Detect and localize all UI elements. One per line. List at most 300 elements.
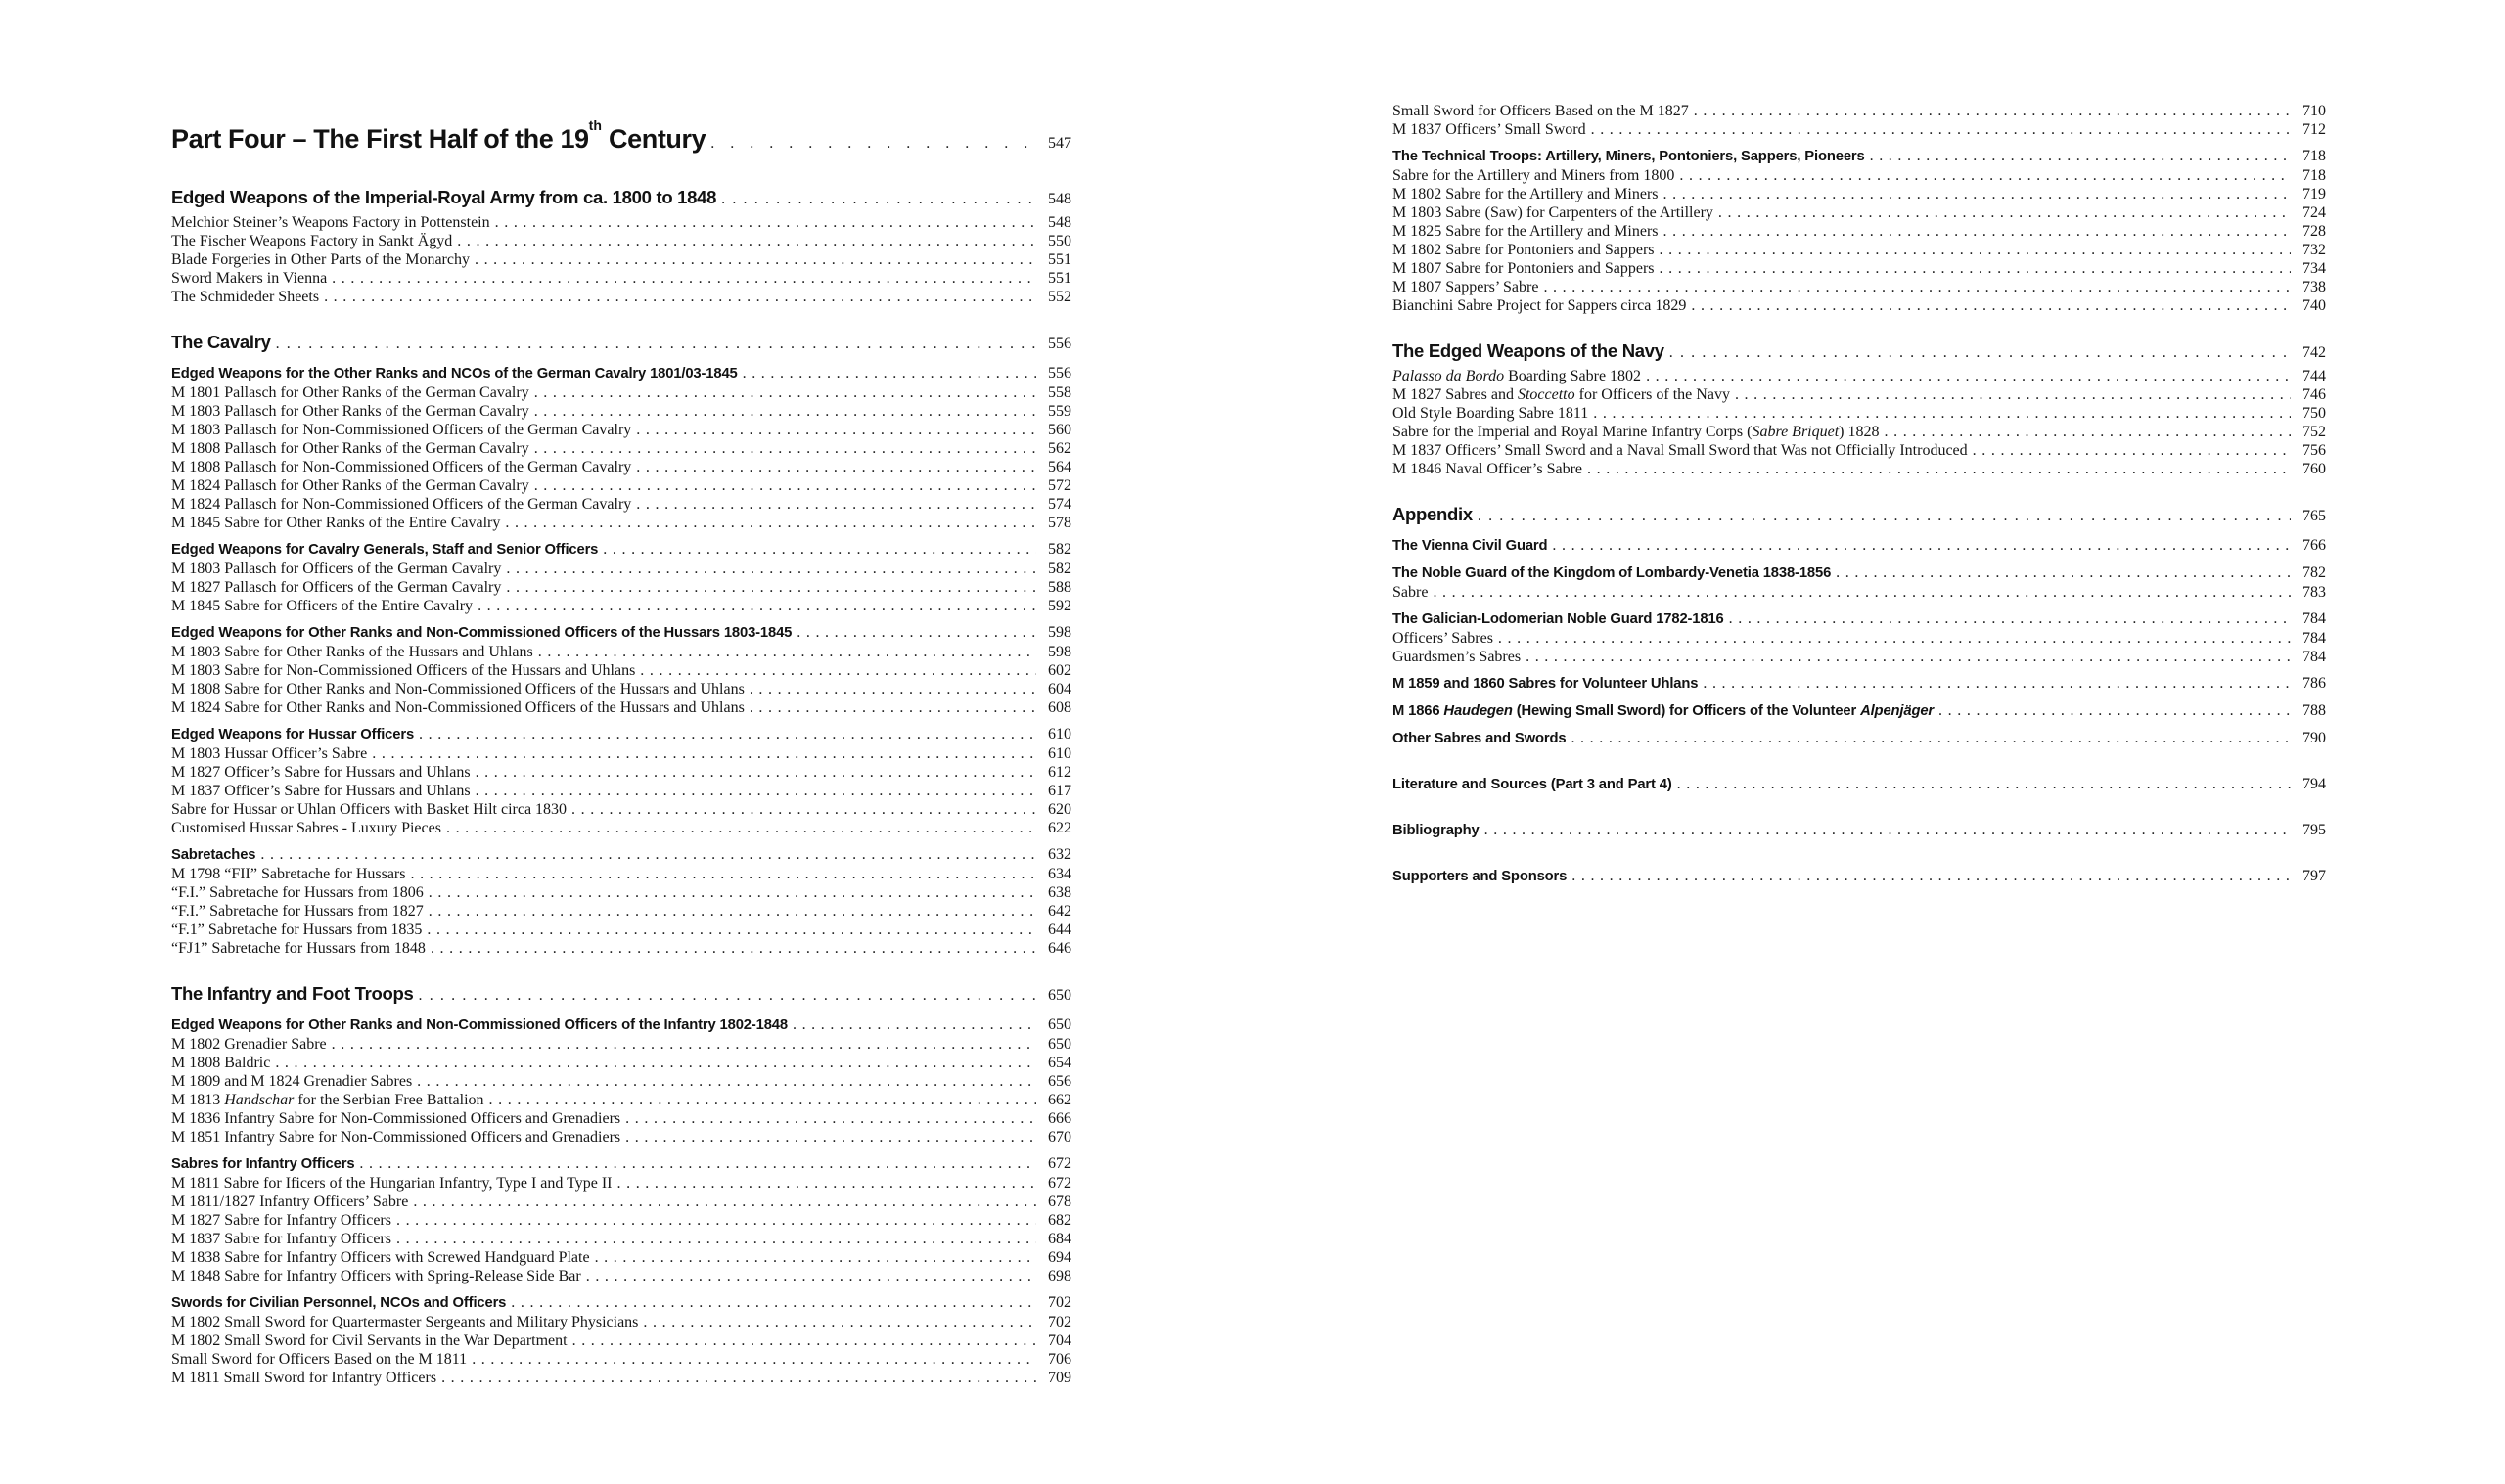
toc-entry-label: M 1803 Sabre for Non-Commissioned Officers of the Hussars and Uhlans <box>171 662 636 679</box>
dot-leader <box>635 661 1036 680</box>
page-number: 556 <box>1048 365 1071 382</box>
dot-leader <box>1567 867 2291 885</box>
toc-row-entry <box>171 1248 1071 1267</box>
toc-entry-label: M 1802 Sabre for the Artillery and Miners <box>1392 186 1659 202</box>
toc-entry-label: The Noble Guard of the Kingdom of Lombardy-Venetia 1838-1856 <box>1392 565 1832 581</box>
dot-leader <box>490 213 1036 232</box>
page-number: 632 <box>1048 846 1071 863</box>
toc-entry-label: Bibliography <box>1392 823 1480 838</box>
dot-leader <box>1713 203 2291 222</box>
dot-leader <box>271 332 1036 356</box>
page-number: 604 <box>1048 681 1071 697</box>
toc-entry-label: M 1802 Sabre for Pontoniers and Sappers <box>1392 242 1655 258</box>
dot-leader <box>533 643 1036 661</box>
toc-row-entry <box>171 1054 1071 1072</box>
dot-leader <box>1659 185 2292 203</box>
dot-leader <box>255 845 1036 864</box>
page-number: 598 <box>1048 624 1071 641</box>
toc-row-entry <box>171 744 1071 763</box>
toc-row-entry <box>171 661 1071 680</box>
toc-entry-label: M 1825 Sabre for the Artillery and Miners <box>1392 223 1659 240</box>
toc-row-entry <box>171 1091 1071 1109</box>
toc-row-h1 <box>1392 338 2326 365</box>
dot-leader <box>581 1267 1036 1285</box>
page-number: 650 <box>1048 1016 1071 1033</box>
page-number: 598 <box>1048 644 1071 660</box>
toc-entry-label: Sabretaches <box>171 847 256 863</box>
page-number: 790 <box>2302 730 2326 746</box>
page-number: 551 <box>1048 251 1071 268</box>
toc-row-entry <box>1392 166 2326 185</box>
dot-leader <box>1934 701 2291 720</box>
toc-row-h2 <box>171 1154 1071 1174</box>
page-number: 608 <box>1048 699 1071 716</box>
dot-leader <box>1674 166 2291 185</box>
toc-entry-label: Other Sabres and Swords <box>1392 731 1567 746</box>
toc-row-entry <box>171 1313 1071 1331</box>
toc-entry-label: Appendix <box>1392 504 1473 524</box>
dot-leader <box>270 1054 1036 1072</box>
toc-row-entry <box>171 1211 1071 1230</box>
toc-entry-label: M 1802 Grenadier Sabre <box>171 1036 327 1053</box>
toc-entry-label: M 1811 Sabre for Ificers of the Hungarian Infantry, Type I and Type II <box>171 1175 613 1192</box>
toc-row-h2 <box>1392 563 2326 583</box>
dot-leader <box>422 921 1036 939</box>
toc-entry-label: M 1813 Handschar for the Serbian Free Battalion <box>171 1092 484 1108</box>
dot-leader <box>1493 629 2291 648</box>
dot-leader <box>1689 102 2291 120</box>
page-number: 765 <box>2302 508 2326 524</box>
page-number: 710 <box>2302 103 2326 119</box>
toc-entry-label: “FJ1” Sabretache for Hussars from 1848 <box>171 940 426 957</box>
page-number: 724 <box>2302 204 2326 221</box>
toc-entry-label: Swords for Civilian Personnel, NCOs and Officers <box>171 1295 507 1311</box>
page-number: 654 <box>1048 1055 1071 1071</box>
page-number: 610 <box>1048 726 1071 742</box>
dot-leader <box>424 883 1036 902</box>
toc-entry-label: M 1845 Sabre for Officers of the Entire Cavalry <box>171 598 474 614</box>
dot-leader <box>412 1072 1036 1091</box>
page-number: 784 <box>2302 630 2326 647</box>
dot-leader <box>745 698 1036 717</box>
dot-leader <box>471 782 1036 800</box>
toc-row-entry <box>171 819 1071 837</box>
toc-row-h2 <box>171 623 1071 643</box>
dot-leader <box>598 540 1036 559</box>
page-number: 718 <box>2302 167 2326 184</box>
toc-row-part <box>171 115 1071 161</box>
page-number: 694 <box>1048 1249 1071 1266</box>
dot-leader <box>706 126 1036 161</box>
page-number: 788 <box>2302 702 2326 719</box>
dot-leader <box>1698 674 2291 693</box>
toc-entry-label: “F.1” Sabretache for Hussars from 1835 <box>171 922 423 938</box>
page-number: 672 <box>1048 1175 1071 1192</box>
toc-entry-label: Edged Weapons for Hussar Officers <box>171 727 415 742</box>
toc-entry-label: M 1846 Naval Officer’s Sabre <box>1392 461 1583 477</box>
toc-row-h2 <box>1392 536 2326 556</box>
page-number: 572 <box>1048 477 1071 494</box>
page-number: 547 <box>1048 135 1071 152</box>
toc-row-entry <box>171 439 1071 458</box>
toc-entry-label: M 1807 Sappers’ Sabre <box>1392 279 1539 295</box>
page-number: 552 <box>1048 289 1071 305</box>
toc-page-right <box>1392 102 2326 886</box>
toc-entry-label: Small Sword for Officers Based on the M 1811 <box>171 1351 468 1368</box>
toc-row-entry <box>171 213 1071 232</box>
dot-leader <box>738 364 1036 382</box>
toc-row-h1 <box>171 330 1071 356</box>
dot-leader <box>1547 536 2291 555</box>
page-number: 766 <box>2302 537 2326 554</box>
dot-leader <box>471 763 1036 782</box>
toc-entry-label: M 1809 and M 1824 Grenadier Sabres <box>171 1073 413 1090</box>
toc-entry-label: M 1824 Pallasch for Non-Commissioned Officers of the German Cavalry <box>171 496 632 513</box>
toc-row-entry <box>171 1331 1071 1350</box>
page-number: 784 <box>2302 649 2326 665</box>
toc-entry-label: M 1803 Sabre (Saw) for Carpenters of the Artillery <box>1392 204 1713 221</box>
toc-row-entry <box>1392 241 2326 259</box>
toc-entry-label: M 1802 Small Sword for Quartermaster Sergeants and Military Physicians <box>171 1314 639 1330</box>
dot-leader <box>424 902 1036 921</box>
dot-leader <box>414 983 1036 1008</box>
dot-leader <box>631 495 1036 514</box>
page-number: 712 <box>2302 121 2326 138</box>
dot-leader <box>408 1192 1036 1211</box>
toc-entry-label: Sabres for Infantry Officers <box>171 1156 355 1172</box>
toc-entry-label: Edged Weapons for Other Ranks and Non-Commissioned Officers of the Hussars 1803-1845 <box>171 625 793 641</box>
toc-entry-label: M 1798 “FII” Sabretache for Hussars <box>171 866 406 882</box>
toc-row-entry <box>171 1369 1071 1387</box>
toc-row-entry <box>1392 648 2326 666</box>
toc-entry-label: The Infantry and Foot Troops <box>171 983 414 1004</box>
dot-leader <box>327 1035 1036 1054</box>
dot-leader <box>506 1293 1036 1312</box>
toc-entry-label: M 1824 Sabre for Other Ranks and Non-Commissioned Officers of the Hussars and Uhlans <box>171 699 745 716</box>
dot-leader <box>631 458 1036 476</box>
page-number: 592 <box>1048 598 1071 614</box>
toc-entry-label: M 1827 Pallasch for Officers of the German Cavalry <box>171 579 502 596</box>
toc-row-entry <box>1392 629 2326 648</box>
toc-entry-label: M 1803 Pallasch for Officers of the German Cavalry <box>171 561 502 577</box>
toc-entry-label: M 1866 Haudegen (Hewing Small Sword) for Officers of the Volunteer Alpenjäger <box>1392 703 1935 719</box>
toc-row-h2 <box>171 725 1071 744</box>
toc-row-entry <box>1392 259 2326 278</box>
page-number: 638 <box>1048 884 1071 901</box>
dot-leader <box>1672 775 2291 793</box>
toc-entry-label: M 1837 Officers’ Small Sword <box>1392 121 1586 138</box>
toc-page-left <box>171 115 1071 1387</box>
toc-entry-label: Palasso da Bordo Boarding Sabre 1802 <box>1392 368 1642 384</box>
toc-row-entry <box>1392 404 2326 423</box>
page-number: 742 <box>2302 344 2326 361</box>
toc-entry-label: Sabre for the Artillery and Miners from 1800 <box>1392 167 1675 184</box>
toc-row-entry <box>171 1035 1071 1054</box>
toc-entry-label: M 1803 Pallasch for Other Ranks of the German Cavalry <box>171 403 529 420</box>
toc-entry-label: M 1827 Sabres and Stoccetto for Officers of the Navy <box>1392 386 1730 403</box>
page-number: 650 <box>1048 1036 1071 1053</box>
page-number: 662 <box>1048 1092 1071 1108</box>
toc-entry-label: M 1808 Pallasch for Non-Commissioned Officers of the German Cavalry <box>171 459 632 475</box>
toc-row-entry <box>171 643 1071 661</box>
dot-leader <box>716 187 1036 211</box>
toc-entry-label: M 1845 Sabre for Other Ranks of the Entire Cavalry <box>171 515 501 531</box>
page-number: 678 <box>1048 1193 1071 1210</box>
toc-entry-label: M 1848 Sabre for Infantry Officers with Spring-Release Side Bar <box>171 1268 581 1284</box>
page-number: 622 <box>1048 820 1071 836</box>
dot-leader <box>567 800 1036 819</box>
toc-entry-label: Guardsmen’s Sabres <box>1392 649 1522 665</box>
dot-leader <box>473 597 1036 615</box>
toc-entry-label: M 1803 Pallasch for Non-Commissioned Officers of the German Cavalry <box>171 422 632 438</box>
page-number: 752 <box>2302 424 2326 440</box>
toc-entry-label: M 1837 Officers’ Small Sword and a Naval Small Sword that Was not Officially Introduced <box>1392 442 1968 459</box>
dot-leader <box>1724 609 2291 628</box>
dot-leader <box>1655 259 2291 278</box>
dot-leader <box>501 560 1036 578</box>
page-number: 564 <box>1048 459 1071 475</box>
page-number: 562 <box>1048 440 1071 457</box>
toc-row-h1 <box>171 981 1071 1008</box>
toc-entry-label: Customised Hussar Sabres - Luxury Pieces <box>171 820 441 836</box>
page-number: 682 <box>1048 1212 1071 1229</box>
toc-entry-label: “F.I.” Sabretache for Hussars from 1806 <box>171 884 424 901</box>
toc-row-entry <box>1392 296 2326 315</box>
toc-entry-label: “F.I.” Sabretache for Hussars from 1827 <box>171 903 424 920</box>
dot-leader <box>529 476 1036 495</box>
toc-row-h2 <box>171 1015 1071 1035</box>
toc-entry-label: Blade Forgeries in Other Parts of the Monarchy <box>171 251 470 268</box>
dot-leader <box>1865 147 2291 165</box>
dot-leader <box>500 514 1036 532</box>
page-number: 795 <box>2302 822 2326 838</box>
page-number: 634 <box>1048 866 1071 882</box>
toc-row-entry <box>1392 460 2326 478</box>
dot-leader <box>467 1350 1036 1369</box>
toc-entry-label: Melchior Steiner’s Weapons Factory in Pottenstein <box>171 214 490 231</box>
toc-row-entry <box>171 1128 1071 1147</box>
page-number: 550 <box>1048 233 1071 249</box>
toc-row-entry <box>171 782 1071 800</box>
toc-row-entry <box>171 698 1071 717</box>
dot-leader <box>638 1313 1036 1331</box>
page-number: 706 <box>1048 1351 1071 1368</box>
dot-leader <box>568 1331 1036 1350</box>
dot-leader <box>1686 296 2291 315</box>
page-number: 558 <box>1048 384 1071 401</box>
dot-leader <box>529 402 1036 421</box>
toc-row-entry <box>171 763 1071 782</box>
page-number: 642 <box>1048 903 1071 920</box>
toc-row-entry <box>171 458 1071 476</box>
page-number: 559 <box>1048 403 1071 420</box>
dot-leader <box>354 1154 1036 1173</box>
page-number: 578 <box>1048 515 1071 531</box>
toc-entry-label: The Technical Troops: Artillery, Miners, Pontoniers, Sappers, Pioneers <box>1392 149 1865 164</box>
toc-entry-label: The Cavalry <box>171 332 271 352</box>
toc-entry-label: Edged Weapons of the Imperial-Royal Army from ca. 1800 to 1848 <box>171 187 717 207</box>
toc-entry-label: M 1837 Sabre for Infantry Officers <box>171 1231 391 1247</box>
toc-row-entry <box>171 250 1071 269</box>
toc-row-entry <box>171 1192 1071 1211</box>
toc-row-entry <box>171 288 1071 306</box>
toc-row-h2 <box>1392 147 2326 166</box>
toc-row-entry <box>171 921 1071 939</box>
page-number: 734 <box>2302 260 2326 277</box>
dot-leader <box>391 1211 1036 1230</box>
page-number: 698 <box>1048 1268 1071 1284</box>
dot-leader <box>613 1174 1037 1192</box>
page-number: 702 <box>1048 1314 1071 1330</box>
toc-row-h2 <box>171 845 1071 865</box>
toc-row-entry <box>1392 203 2326 222</box>
dot-leader <box>1641 367 2291 385</box>
toc-row-h2 <box>1392 729 2326 748</box>
toc-row-entry <box>171 269 1071 288</box>
toc-entry-label: M 1827 Officer’s Sabre for Hussars and Uhlans <box>171 764 471 781</box>
page-number: 704 <box>1048 1332 1071 1349</box>
dot-leader <box>1968 441 2291 460</box>
page-number: 783 <box>2302 584 2326 601</box>
dot-leader <box>1655 241 2291 259</box>
dot-leader <box>367 744 1036 763</box>
toc-entry-label: The Edged Weapons of the Navy <box>1392 340 1664 361</box>
toc-row-entry <box>1392 385 2326 404</box>
page-number: 794 <box>2302 776 2326 792</box>
toc-row-entry <box>171 1072 1071 1091</box>
toc-row-entry <box>171 597 1071 615</box>
dot-leader <box>1664 340 2291 365</box>
page-number: 782 <box>2302 564 2326 581</box>
page-number: 548 <box>1048 191 1071 207</box>
toc-entry-label: M 1808 Baldric <box>171 1055 271 1071</box>
page-number: 582 <box>1048 561 1071 577</box>
toc-row-h2 <box>1392 609 2326 629</box>
toc-entry-label: M 1811 Small Sword for Infantry Officers <box>171 1370 437 1386</box>
dot-leader <box>452 232 1036 250</box>
toc-row-entry <box>1392 423 2326 441</box>
toc-row-h1 <box>171 185 1071 211</box>
toc-row-h2 <box>1392 701 2326 721</box>
dot-leader <box>391 1230 1036 1248</box>
dot-leader <box>529 383 1036 402</box>
toc-entry-label: Bianchini Sabre Project for Sappers circa 1829 <box>1392 297 1687 314</box>
page-number: 548 <box>1048 214 1071 231</box>
toc-row-entry <box>171 865 1071 883</box>
page-number: 644 <box>1048 922 1071 938</box>
toc-row-entry <box>171 383 1071 402</box>
toc-row-entry <box>171 1350 1071 1369</box>
toc-entry-label: Old Style Boarding Sabre 1811 <box>1392 405 1589 422</box>
toc-entry-label: Officers’ Sabres <box>1392 630 1493 647</box>
page-number: 750 <box>2302 405 2326 422</box>
dot-leader <box>1480 821 2291 839</box>
page-number: 684 <box>1048 1231 1071 1247</box>
page-number: 797 <box>2302 868 2326 884</box>
dot-leader <box>501 578 1036 597</box>
page-number: 760 <box>2302 461 2326 477</box>
toc-entry-label: Part Four – The First Half of the 19th Century <box>171 117 706 154</box>
page-number: 670 <box>1048 1129 1071 1146</box>
toc-entry-label: M 1836 Infantry Sabre for Non-Commissioned Officers and Grenadiers <box>171 1110 621 1127</box>
toc-entry-label: The Galician-Lodomerian Noble Guard 1782-1816 <box>1392 611 1724 627</box>
page-number: 756 <box>2302 442 2326 459</box>
toc-row-h2 <box>171 364 1071 383</box>
dot-leader <box>426 939 1036 958</box>
toc-row-entry <box>171 495 1071 514</box>
page-number: 650 <box>1048 987 1071 1004</box>
toc-row-entry <box>1392 278 2326 296</box>
toc-entry-label: M 1801 Pallasch for Other Ranks of the German Cavalry <box>171 384 529 401</box>
toc-row-entry <box>171 232 1071 250</box>
toc-row-entry <box>171 800 1071 819</box>
page-number: 574 <box>1048 496 1071 513</box>
dot-leader <box>620 1109 1036 1128</box>
page-number: 602 <box>1048 662 1071 679</box>
toc-row-entry <box>1392 441 2326 460</box>
toc-entry-label: Sabre <box>1392 584 1429 601</box>
toc-entry-label: Literature and Sources (Part 3 and Part 4) <box>1392 777 1672 792</box>
toc-entry-label: M 1811/1827 Infantry Officers’ Sabre <box>171 1193 409 1210</box>
page-number: 740 <box>2302 297 2326 314</box>
toc-entry-label: Small Sword for Officers Based on the M 1827 <box>1392 103 1689 119</box>
dot-leader <box>620 1128 1036 1147</box>
toc-entry-label: The Vienna Civil Guard <box>1392 538 1548 554</box>
dot-leader <box>414 725 1036 743</box>
dot-leader <box>1586 120 2291 139</box>
toc-row-entry <box>171 1230 1071 1248</box>
toc-row-entry <box>171 560 1071 578</box>
toc-entry-label: M 1808 Sabre for Other Ranks and Non-Commissioned Officers of the Hussars and Uhlans <box>171 681 745 697</box>
dot-leader <box>590 1248 1036 1267</box>
toc-entry-label: M 1827 Sabre for Infantry Officers <box>171 1212 391 1229</box>
toc-entry-label: M 1803 Hussar Officer’s Sabre <box>171 745 368 762</box>
dot-leader <box>792 623 1036 642</box>
page-number: 719 <box>2302 186 2326 202</box>
toc-row-h2 <box>1392 867 2326 886</box>
toc-row-entry <box>1392 222 2326 241</box>
dot-leader <box>484 1091 1036 1109</box>
toc-row-h2 <box>1392 674 2326 694</box>
dot-leader <box>1730 385 2291 404</box>
dot-leader <box>1880 423 2292 441</box>
page-number: 612 <box>1048 764 1071 781</box>
toc-entry-label: M 1824 Pallasch for Other Ranks of the German Cavalry <box>171 477 529 494</box>
toc-entry-label: M 1808 Pallasch for Other Ranks of the German Cavalry <box>171 440 529 457</box>
page-number: 784 <box>2302 610 2326 627</box>
dot-leader <box>788 1015 1036 1034</box>
toc-row-entry <box>1392 583 2326 602</box>
page-number: 582 <box>1048 541 1071 558</box>
toc-row-entry <box>171 578 1071 597</box>
page-number: 702 <box>1048 1294 1071 1311</box>
page-number: 744 <box>2302 368 2326 384</box>
toc-row-h2 <box>1392 775 2326 794</box>
page-number: 617 <box>1048 783 1071 799</box>
toc-entry-label: Edged Weapons for Other Ranks and Non-Commissioned Officers of the Infantry 1802-1848 <box>171 1017 788 1033</box>
toc-row-entry <box>171 883 1071 902</box>
page-number: 672 <box>1048 1155 1071 1172</box>
dot-leader <box>1588 404 2291 423</box>
toc-entry-label: M 1803 Sabre for Other Ranks of the Hussars and Uhlans <box>171 644 533 660</box>
toc-row-entry <box>1392 102 2326 120</box>
toc-row-entry <box>171 1267 1071 1285</box>
page-number: 709 <box>1048 1370 1071 1386</box>
dot-leader <box>1659 222 2292 241</box>
page-number: 786 <box>2302 675 2326 692</box>
toc-row-h1 <box>1392 502 2326 528</box>
toc-row-h2 <box>171 540 1071 560</box>
